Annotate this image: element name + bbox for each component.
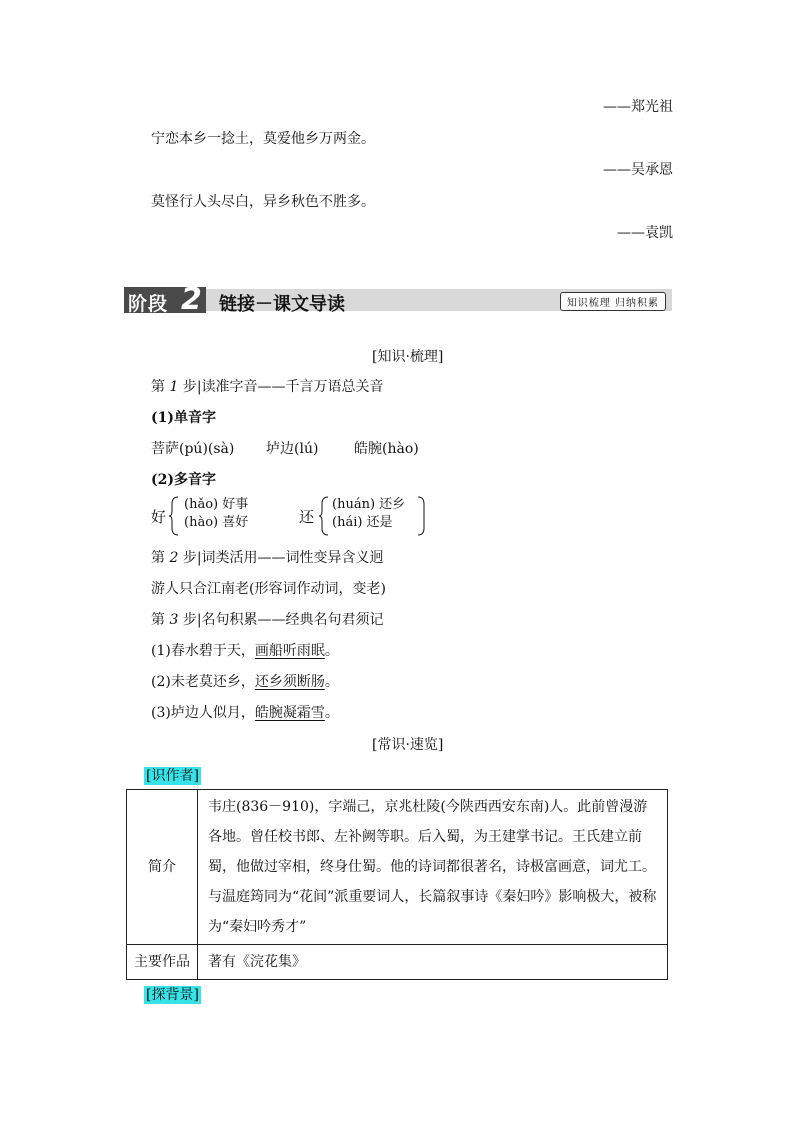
sentence-answer: 画船听雨眠 [254, 643, 325, 659]
stage-number: 2 [181, 282, 202, 317]
quote-author-3: ——袁凯 [617, 225, 673, 241]
section-heading-common-knowledge: [常识·速览] [372, 737, 444, 753]
quote-author-1: ——郑光祖 [603, 99, 673, 115]
quote-author-2: ——吴承恩 [603, 162, 673, 178]
step-1-prefix: 第 [151, 379, 165, 395]
background-tag [144, 984, 201, 1004]
hao-brace-icon [168, 496, 180, 536]
step-1-number: 1 [169, 379, 179, 395]
huan-close-brace-icon [416, 496, 428, 536]
stage-title: 链接－课文导读 [219, 294, 345, 315]
author-tag-label: [识作者] [146, 768, 199, 784]
works-label: 主要作品 [127, 945, 198, 980]
famous-sentence [151, 702, 339, 722]
stage-label: 阶段 [128, 293, 169, 315]
sentence-prefix: (3)垆边人似月， [151, 705, 255, 721]
sentence-suffix: 。 [324, 643, 339, 659]
famous-sentence [151, 671, 339, 691]
huan-reading-2: (hái) 还是 [332, 515, 393, 530]
hao-reading-1: (hǎo) 好事 [184, 497, 249, 512]
background-tag-label: [探背景] [146, 987, 199, 1003]
sentence-prefix: (2)未老莫还乡， [151, 674, 255, 690]
quote-line-2: 宁恋本乡一捻土，莫爱他乡万两金。 [151, 131, 375, 147]
hao-char: 好 [151, 508, 167, 526]
step-3-heading [151, 609, 384, 629]
huan-reading-1: (huán) 还乡 [332, 497, 406, 512]
stage-banner [124, 282, 672, 317]
table-row [127, 945, 668, 980]
table-row [127, 790, 668, 945]
multi-char-label: (2)多音字 [151, 472, 216, 488]
single-item-2: 垆边(lú) [266, 441, 319, 457]
single-item-1: 菩萨(pú)(sà) [151, 441, 235, 457]
sentence-prefix: (1)春水碧于天， [151, 643, 255, 659]
step-3-prefix: 第 [151, 612, 165, 628]
sentence-suffix: 。 [324, 705, 339, 721]
step-2-example: 游人只合江南老(形容词作动词，变老) [151, 581, 386, 597]
step-2-text: 步|词类活用——词性变异含义迥 [182, 550, 384, 566]
step-2-number: 2 [169, 550, 179, 566]
works-text: 著有《浣花集》 [198, 945, 668, 980]
step-2-prefix: 第 [151, 550, 165, 566]
sentence-answer: 皓腕凝霜雪 [254, 705, 325, 721]
section-heading-knowledge: [知识·梳理] [372, 349, 444, 365]
sentence-suffix: 。 [324, 674, 339, 690]
intro-label: 简介 [127, 790, 198, 945]
famous-sentence [151, 640, 339, 660]
huan-brace-icon [318, 496, 330, 536]
author-info-table [126, 789, 668, 980]
step-2-heading [151, 547, 384, 567]
sentence-answer: 还乡须断肠 [254, 674, 325, 690]
single-item-3: 皓腕(hào) [354, 441, 419, 457]
banner-tag: 知识梳理 归纳积累 [560, 292, 666, 311]
author-tag [144, 765, 201, 785]
hao-reading-2: (hào) 喜好 [184, 515, 249, 530]
quote-line-3: 莫怪行人头尽白，异乡秋色不胜多。 [151, 194, 375, 210]
single-char-label: (1)单音字 [151, 410, 216, 426]
huan-char: 还 [299, 508, 315, 526]
step-1-text: 步|读准字音——千言万语总关音 [182, 379, 384, 395]
hao-readings [184, 496, 248, 532]
step-3-number: 3 [169, 612, 179, 628]
huan-readings [332, 496, 405, 532]
step-1-heading [151, 376, 384, 396]
step-3-text: 步|名句积累——经典名句君须记 [182, 612, 384, 628]
intro-text: 韦庄(836－910)，字端己，京兆杜陵(今陕西西安东南)人。此前曾漫游各地。曾任校书郎、左补阙等职。后入蜀，为王建掌书记。王氏建立前蜀，他做过宰相，终身仕蜀。他的诗词都很著名，诗极富画意，词尤工。与温庭筠同为“花间”派重要词人，长篇叙事诗《秦妇吟》影响极大，被称为“秦妇吟秀才” [198, 790, 668, 945]
